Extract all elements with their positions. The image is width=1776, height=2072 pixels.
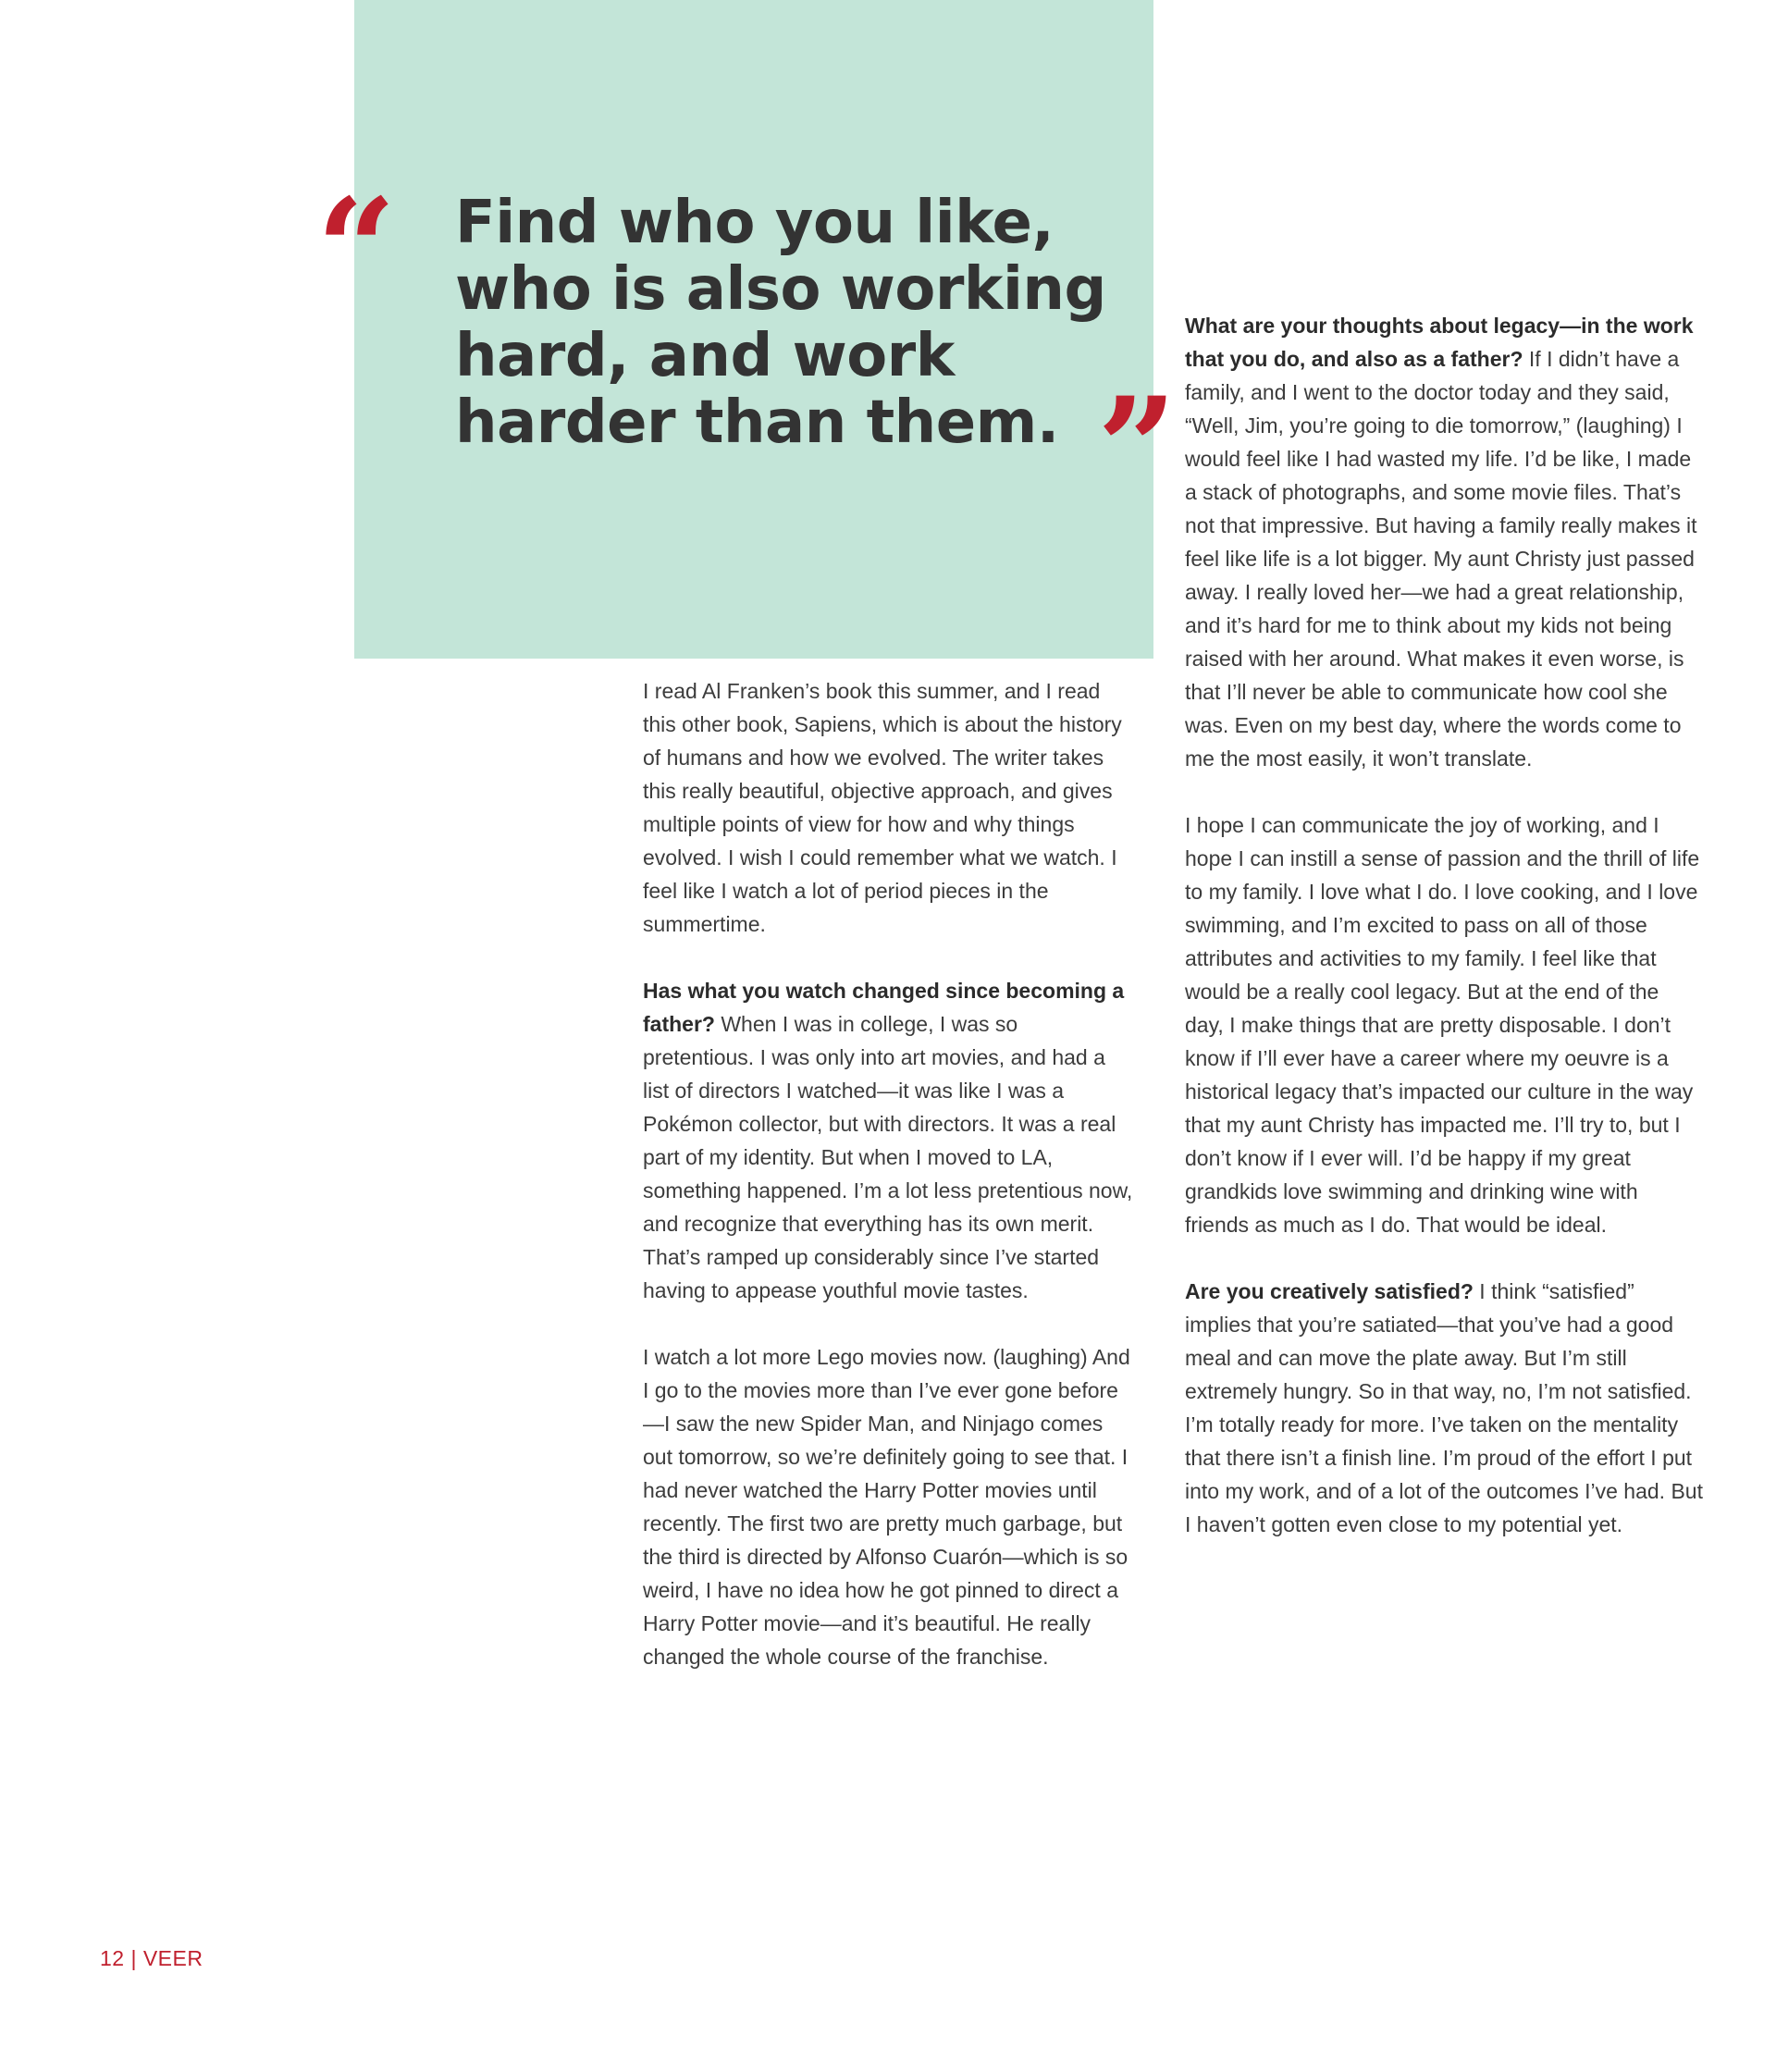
pull-quote-line: hard, and work	[455, 322, 955, 390]
pull-quote-line: Find who you like,	[455, 189, 1054, 257]
page-folio: 12 | VEER	[100, 1946, 204, 1970]
paragraph: I hope I can communicate the joy of working, and I hope I can instill a sense of passion and the thrill of life to my family. I love what I do. I love cooking, and I love swimming, and I’m excited to pass on all of those attributes and activities to my family. I feel like that would be a really cool legacy. But at the end of the day, I make things that are pretty disposable. I don’t know if I’ll ever have a career where my oeuvre is a historical legacy that’s impacted our culture in the way that my aunt Christy has impacted me. I’ll try to, but I don’t know if I ever will. I’d be happy if my great grandkids love swimming and drinking wine with friends as much as I do. That would be ideal.	[1185, 813, 1700, 1237]
interview-question: Has what you watch changed since becoming a father?	[643, 979, 1125, 1036]
interview-answer: If I didn’t have a family, and I went to the doctor today and they said, “Well, Jim, you’re going to die tomorrow,” (laughing) I would feel like I had wasted my life. I’d be like, I made a stack of photographs, and some movie files. That’s not that impressive. But having a family really makes it feel like life is a lot bigger. My aunt Christy just passed away. I really loved her—we had a great relationship, and it’s hard for me to think about my kids not being raised with her around. What makes it even worse, is that I’ll never be able to communicate how cool she was. Even on my best day, where the words come to me the most easily, it won’t translate.	[1185, 347, 1697, 771]
qa-paragraph	[643, 974, 1133, 1307]
pull-quote-line: who is also working	[455, 255, 1106, 324]
pull-quote	[455, 189, 1106, 457]
interview-answer: When I was in college, I was so pretentious. I was only into art movies, and had a list of directors I watched—it was like I was a Pokémon collector, but with directors. It was a real part of my identity. But when I moved to LA, something happened. I’m a lot less pretentious now, and recognize that everything has its own merit. That’s ramped up considerably since I’ve started having to appease youthful movie tastes.	[643, 1012, 1133, 1302]
close-quote-mark: ”	[1097, 367, 1178, 530]
open-quote-mark: “	[316, 168, 397, 331]
paragraph: I read Al Franken’s book this summer, and I read this other book, Sapiens, which is about the history of humans and how we evolved. The writer takes this really beautiful, objective approach, and gives multiple points of view for how and why things evolved. I wish I could remember what we watch. I feel like I watch a lot of period pieces in the summertime.	[643, 679, 1122, 936]
qa-paragraph	[1185, 1275, 1703, 1541]
article-column-left	[643, 674, 1133, 1707]
pull-quote-line: harder than them.	[455, 388, 1059, 457]
article-column-right	[1185, 309, 1703, 1574]
interview-question: Are you creatively satisfied?	[1185, 1279, 1474, 1303]
paragraph: I watch a lot more Lego movies now. (laughing) And I go to the movies more than I’ve ever gone before—I saw the new Spider Man, and Ninjago comes out tomorrow, so we’re definitely going to see that. I had never watched the Harry Potter movies until recently. The first two are pretty much garbage, but the third is directed by Alfonso Cuarón—which is so weird, I have no idea how he got pinned to direct a Harry Potter movie—and it’s beautiful. He really changed the whole course of the franchise.	[643, 1345, 1130, 1669]
interview-question: What are your thoughts about legacy—in the work that you do, and also as a father?	[1185, 314, 1694, 371]
interview-answer: I think “satisfied” implies that you’re satiated—that you’ve had a good meal and can move the plate away. But I’m still extremely hungry. So in that way, no, I’m not satisfied. I’m totally ready for more. I’ve taken on the mentality that there isn’t a finish line. I’m proud of the effort I put into my work, and of a lot of the outcomes I’ve had. But I haven’t gotten even close to my potential yet.	[1185, 1279, 1703, 1536]
qa-paragraph	[1185, 309, 1703, 775]
